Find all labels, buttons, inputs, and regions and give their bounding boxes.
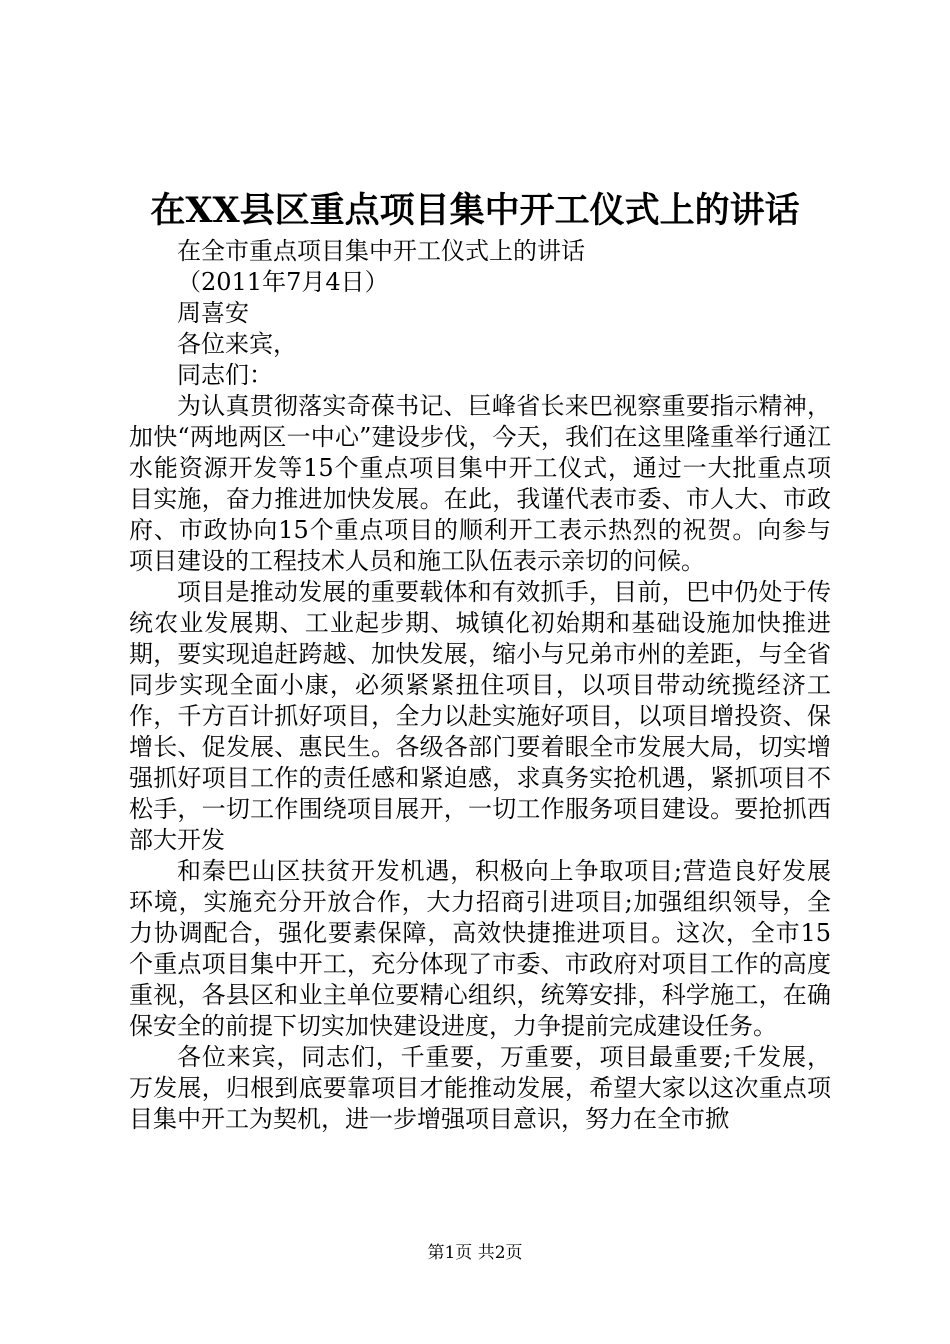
speech-date: （2011年7月4日） (177, 268, 389, 296)
body-paragraph: 各位来宾，同志们，千重要，万重要，项目最重要;千发展，万发展，归根到底要靠项目才能推动发展，希望大家以这次重点项目集中开工为契机，进一步增强项目意识，努力在全市掀 (129, 1043, 831, 1133)
document-title: 在XX县区重点项目集中开工仪式上的讲话 (150, 190, 800, 231)
salutation-comrades: 同志们： (177, 361, 273, 389)
speech-subtitle: 在全市重点项目集中开工仪式上的讲话 (177, 237, 585, 265)
body-paragraph: 项目是推动发展的重要载体和有效抓手，目前，巴中仍处于传统农业发展期、工业起步期、城镇化初始期和基础设施加快推进期，要实现追赶跨越、加快发展，缩小与兄弟市州的差距，与全省同步实现全面小康，必须紧紧扭住项目，以项目带动统揽经济工作，千方百计抓好项目，全力以赴实施好项目，以项目增投资、保增长、促发展、惠民生。各级各部门要着眼全市发展大局，切实增强抓好项目工作的责任感和紧迫感，求真务实抢机遇，紧抓项目不松手，一切工作围绕项目展开，一切工作服务项目建设。要抢抓西部大开发 (129, 578, 831, 854)
document-body (129, 236, 831, 1135)
salutation-guests: 各位来宾， (177, 330, 297, 358)
page-number-footer: 第1页 共2页 (427, 1243, 523, 1263)
speaker-name: 周喜安 (177, 299, 249, 327)
body-paragraph: 为认真贯彻落实奇葆书记、巨峰省长来巴视察重要指示精神，加快“两地两区一中心”建设步伐，今天，我们在这里隆重举行通江水能资源开发等15个重点项目集中开工仪式，通过一大批重点项目实施，奋力推进加快发展。在此，我谨代表市委、市人大、市政府、市政协向15个重点项目的顺利开工表示热烈的祝贺。向参与项目建设的工程技术人员和施工队伍表示亲切的问候。 (129, 392, 831, 575)
body-paragraph: 和秦巴山区扶贫开发机遇，积极向上争取项目;营造良好发展环境，实施充分开放合作，大力招商引进项目;加强组织领导，全力协调配合，强化要素保障，高效快捷推进项目。这次，全市15个重点项目集中开工，充分体现了市委、市政府对项目工作的高度重视，各县区和业主单位要精心组织，统筹安排，科学施工，在确保安全的前提下切实加快建设进度，力争提前完成建设任务。 (129, 857, 831, 1040)
